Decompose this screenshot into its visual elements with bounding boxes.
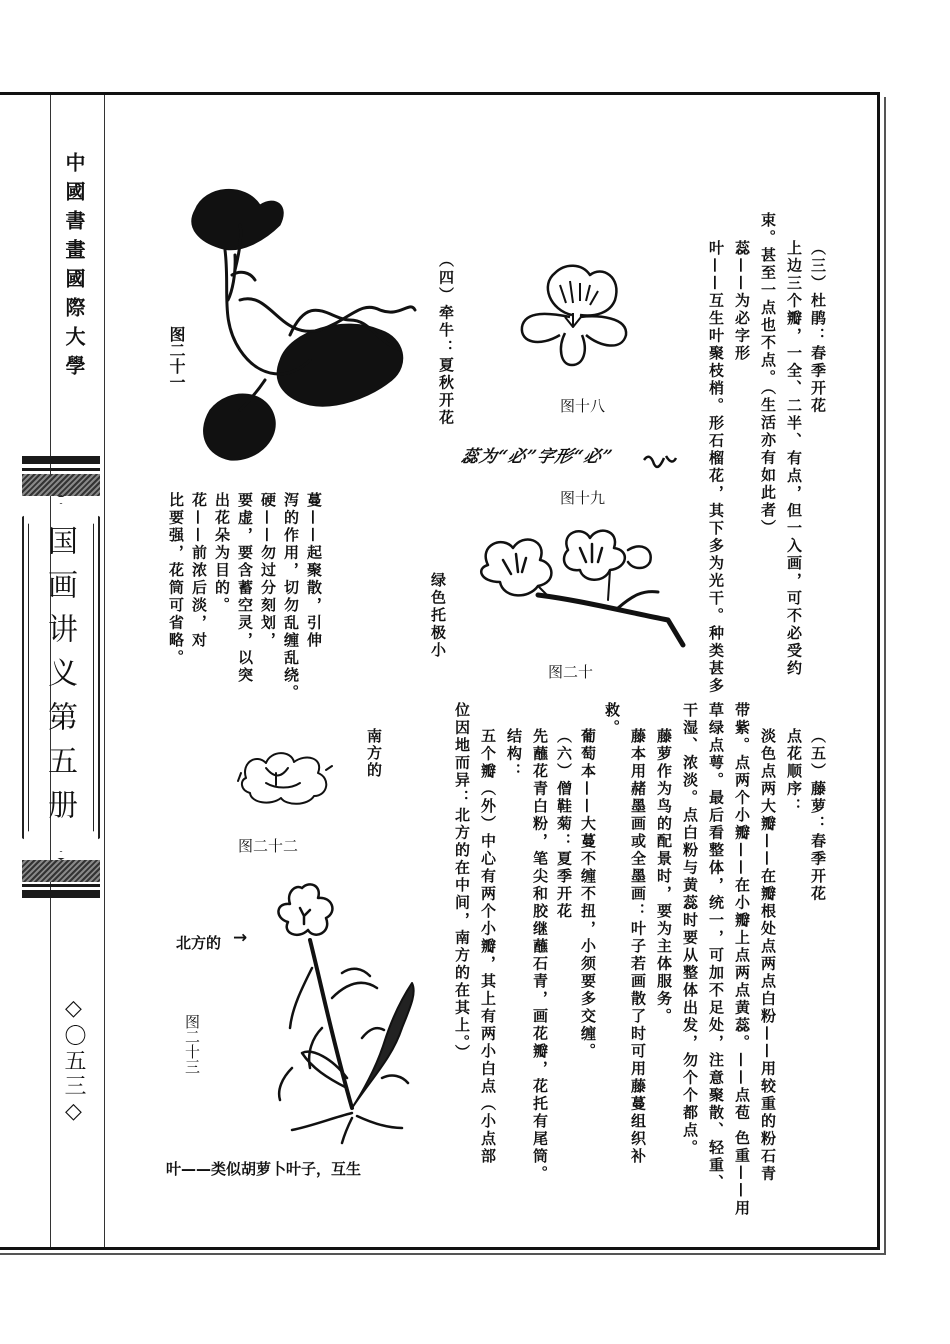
section5-line1: 点花顺序： bbox=[785, 728, 803, 816]
section4-vine-line5: 出花朵为目的。 bbox=[213, 492, 231, 615]
section5-line8: 救。 bbox=[603, 702, 621, 737]
label-south: 南方的 bbox=[365, 728, 383, 779]
top-ornament-bar bbox=[22, 456, 100, 464]
section4-heading: （四）牵牛：夏秋开花 bbox=[437, 252, 455, 427]
section3-line2: 束。甚至一点也不点。（生活亦有如此者） bbox=[759, 212, 777, 537]
fig22-south-flower-drawing bbox=[236, 748, 336, 808]
fig23-caption: 图二十三 bbox=[183, 1014, 201, 1074]
fig20-caption: 图二十 bbox=[548, 663, 594, 681]
section5-line7: 藤本用赭墨画或全墨画：叶子若画散了时可用藤蔓组织补 bbox=[629, 728, 647, 1166]
section5-heading: （五）藤萝：春季开花 bbox=[809, 728, 827, 903]
section5-line9: 葡萄本——大蔓不缠不扭，小须要多交缠。 bbox=[579, 728, 597, 1061]
section6-line2: 结构： bbox=[505, 728, 523, 781]
section3-heading: （三）杜鹃：春季开花 bbox=[809, 240, 827, 415]
section5-line3: 带紫。点两个小瓣——在小瓣上点两点黄蕊。——点苞 色重——用 bbox=[733, 702, 751, 1218]
sidebar-rule-right bbox=[104, 95, 105, 1247]
section4-vine-line6: 花——前浓后淡，对 bbox=[190, 492, 208, 650]
section4-vine-line3: 硬——勿过分刻划， bbox=[259, 492, 277, 650]
fig18-azalea-drawing bbox=[510, 255, 640, 375]
leaf-note: 叶——类似胡萝卜叶子，互生 bbox=[166, 1160, 362, 1178]
book-title: 国画讲义第五册 bbox=[42, 525, 77, 833]
section3-line4: 叶——互生叶聚枝梢。形石榴花，其下多为光干。种类甚多 bbox=[707, 240, 725, 695]
arrow-icon: → bbox=[233, 928, 248, 948]
section5-line6: 藤萝作为鸟的配景时，要为主体服务。 bbox=[655, 728, 673, 1026]
top-ornament-bar-thin bbox=[22, 468, 100, 471]
fig19-stroke-marks bbox=[640, 448, 680, 472]
section3-line3: 蕊——为必字形 bbox=[733, 240, 751, 363]
section6-line1: 先蘸花青白粉，笔尖和胶继蘸石青，画花瓣，花托有尾筒。 bbox=[531, 728, 549, 1183]
page-number: ◇〇五三◇ bbox=[61, 996, 86, 1127]
school-name: 中國書畫國際大學 bbox=[62, 152, 86, 384]
section4-vine-line7: 比要强，花筒可省略。 bbox=[167, 492, 185, 667]
section4-vine-line4: 要虚，要含蓄空灵，以突 bbox=[236, 492, 254, 685]
section5-line4: 草绿点萼。最后看整体，统一，可加不足处，注意聚散、轻重、 bbox=[707, 702, 725, 1192]
fig21-morning-glory-drawing bbox=[167, 180, 420, 470]
section5-line5: 干湿、浓淡。点白粉与黄蕊时要从整体出发，勿个个都点。 bbox=[681, 702, 699, 1157]
top-ornament-hatch bbox=[22, 474, 100, 496]
label-north: 北方的 bbox=[176, 934, 222, 952]
bottom-ornament-bar-thin bbox=[22, 884, 100, 887]
section6-heading: （六）僧鞋菊：夏季开花 bbox=[555, 728, 573, 921]
section3-line1: 上边三个瓣，一全、二半、有点，但一入画，可不必受约 bbox=[785, 240, 803, 678]
section6-line3: 五个瓣（外）中心有两个小瓣，其上有两小白点（小点部 bbox=[479, 728, 497, 1166]
section4-vine-line1: 蔓——起聚散，引伸 bbox=[305, 492, 323, 650]
section4-vine-line2: 泻的作用，切勿乱缠乱绕。 bbox=[282, 492, 300, 702]
fig18-caption: 图十八 bbox=[560, 397, 606, 415]
fig19-caption: 图十九 bbox=[560, 489, 606, 507]
bottom-ornament-hatch bbox=[22, 860, 100, 882]
fig19-script-sample: 蕊为“必”字形“必” bbox=[459, 447, 615, 467]
section5-line2: 淡色点两大瓣——在瓣根处点两点白粉——用较重的粉石青 bbox=[759, 728, 777, 1183]
bottom-ornament-bar bbox=[22, 890, 100, 898]
section4-green-note: 绿色托极小 bbox=[429, 572, 447, 660]
fig22-caption: 图二十二 bbox=[238, 837, 299, 855]
fig20-azalea-branch-drawing bbox=[468, 520, 698, 650]
section6-line4: 位因地而异：北方的在中间，南方的在其上。） bbox=[453, 702, 471, 1062]
fig23-north-plant-drawing bbox=[252, 878, 432, 1146]
fig21-caption: 图二十一 bbox=[167, 326, 186, 390]
